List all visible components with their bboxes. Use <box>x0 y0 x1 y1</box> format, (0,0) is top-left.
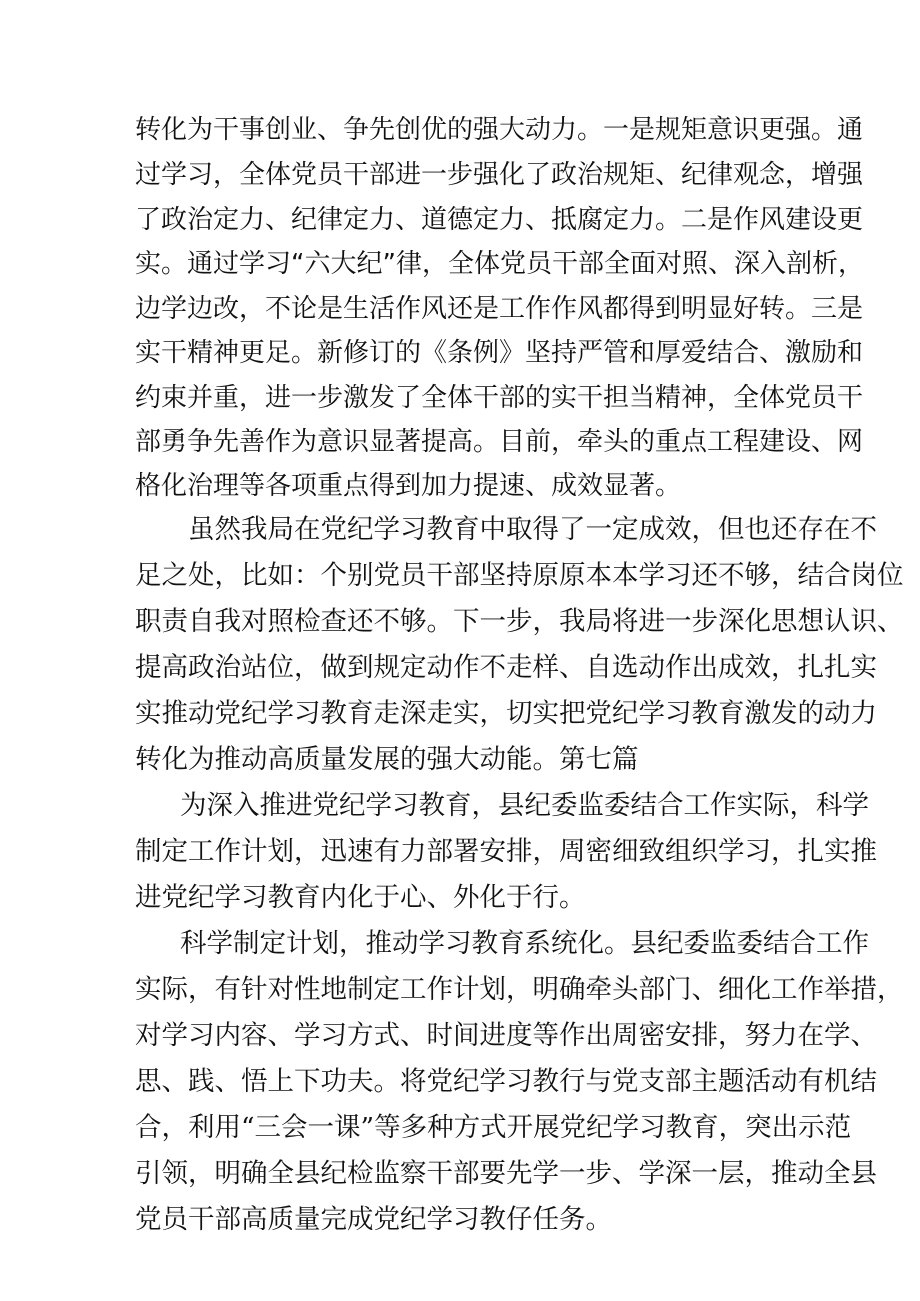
paragraph-2-line: 实推动党纪学习教育走深走实，切实把党纪学习教育激发的动力 <box>135 698 877 729</box>
paragraph-4-line: 党员干部高质量完成党纪学习教仔任务。 <box>135 1204 612 1235</box>
paragraph-1-line: 实干精神更足。新修订的《条例》坚持严管和厚爱结合、激励和 <box>135 338 864 368</box>
paragraph-1-line: 部勇争先善作为意识显著提高。目前，牵头的重点工程建设、网 <box>135 427 864 457</box>
paragraph-1-line: 实。通过学习“六大纪”律，全体党员干部全面对照、深入剖析， <box>135 249 864 279</box>
paragraph-3-line: 为深入推进党纪学习教育，县纪委监委结合工作实际，科学 <box>180 790 869 821</box>
paragraph-3-line: 制定工作计划，迅速有力部署安排，周密细致组织学习，扎实推 <box>135 836 877 867</box>
paragraph-3-line: 进党纪学习教育内化于心、外化于行。 <box>135 882 586 913</box>
paragraph-2-line: 提高政治站位，做到规定动作不走样、自选动作出成效，扎扎实 <box>135 652 877 683</box>
paragraph-1-line: 转化为干事创业、争先创优的强大动力。一是规矩意识更强。通 <box>135 115 864 145</box>
paragraph-4-line: 思、践、悟上下功夫。将党纪学习教行与党支部主题活动有机结 <box>135 1066 877 1097</box>
paragraph-4-line: 引领，明确全县纪检监察干部要先学一步、学深一层，推动全县 <box>135 1158 877 1189</box>
paragraph-2-line: 足之处，比如：个别党员干部坚持原原本本学习还不够，结合岗位 <box>135 560 904 591</box>
paragraph-4-line: 实际，有针对性地制定工作计划，明确牵头部门、细化工作举措， <box>135 974 904 1005</box>
paragraph-2-line: 虽然我局在党纪学习教育中取得了一定成效，但也还存在不 <box>188 514 877 545</box>
paragraph-1-line: 约束并重，进一步激发了全体干部的实干担当精神，全体党员干 <box>135 383 864 413</box>
paragraph-4-line: 对学习内容、学习方式、时间进度等作出周密安排，努力在学、 <box>135 1020 877 1051</box>
paragraph-2-line: 职责自我对照检查还不够。下一步，我局将进一步深化思想认识、 <box>135 606 904 637</box>
paragraph-1-line: 过学习，全体党员干部进一步强化了政治规矩、纪律观念，增强 <box>135 160 864 190</box>
paragraph-4-line: 合，利用“三会一课”等多种方式开展党纪学习教育，突出示范 <box>135 1112 852 1143</box>
paragraph-4-line: 科学制定计划，推动学习教育系统化。县纪委监委结合工作 <box>180 928 869 959</box>
paragraph-1-line: 格化治理等各项重点得到加力提速、成效显著。 <box>135 471 682 501</box>
paragraph-2-line: 转化为推动高质量发展的强大动能。第七篇 <box>135 744 639 775</box>
paragraph-1-line: 了政治定力、纪律定力、道德定力、抵腐定力。二是作风建设更 <box>135 205 864 235</box>
paragraph-1-line: 边学边改，不论是生活作风还是工作作风都得到明显好转。三是 <box>135 294 864 324</box>
